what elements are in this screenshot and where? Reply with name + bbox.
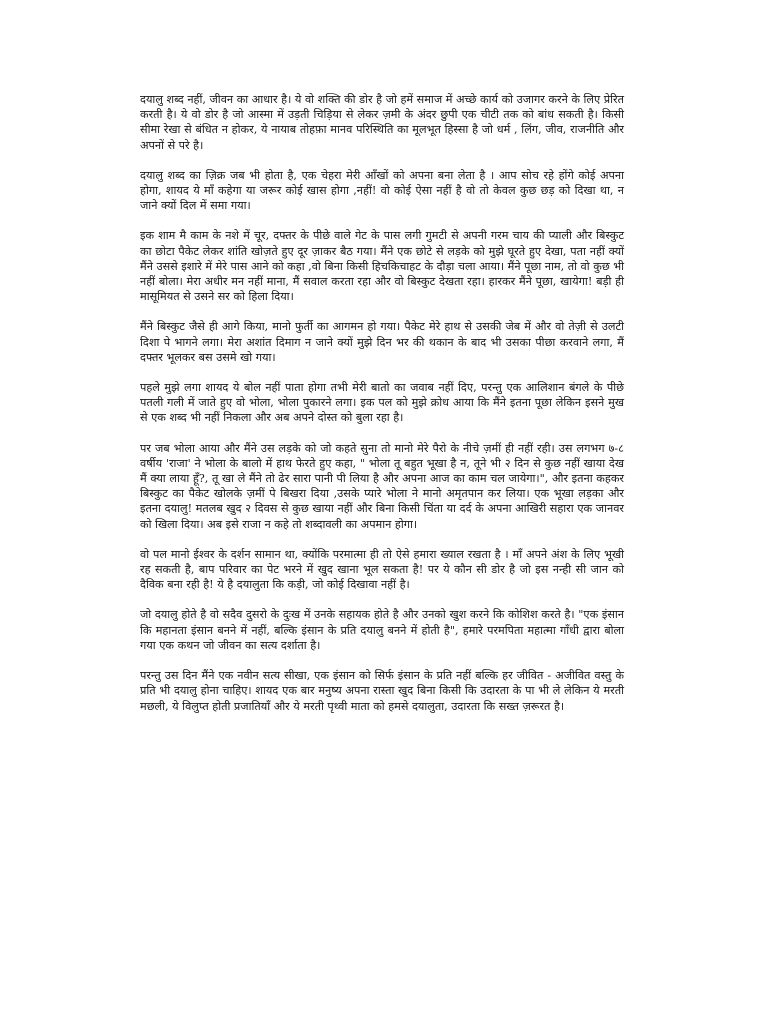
paragraph-4: मैंने बिस्कुट जैसे ही आगे किया, मानो फुर्ती का आगमन हो गया। पैकेट मेरे हाथ से उसकी जेब में और वो तेज़ी से उलटी दिशा पे भागने लगा। मेरा अशांत दिमाग न जाने क्यों मुझे दिन भर की थकान के बाद भी उसका पीछा करवाने लगा, मैं दफ्तर भूलकर बस उसमे खो गया। [140,320,624,364]
paragraph-2: दयालु शब्द का ज़िक्र जब भी होता है, एक चेहरा मेरी आँखों को अपना बना लेता है । आप सोच रहे होंगे कोई अपना होगा, शायद ये माँ कहेगा या जरूर कोई खास होगा ,नहीं! वो कोई ऐसा नहीं है वो तो केवल कुछ छड़ को दिखा था, न जाने क्यों दिल में समा गया। [140,168,624,213]
paragraph-8: जो दयालु होते है वो सदैव दुसरो के दुःख में उनके सहायक होते है और उनको खुश करने कि कोशिश करते है। "एक इंसान कि महानता इंसान बनने में नहीं, बल्कि इंसान के प्रति दयालु बनने में होती है", हमारे परमपिता महात्मा गाँधी द्वारा बोला गया एक कथन जो जीवन का सत्य दर्शाता है। [140,608,624,652]
paragraph-9: परन्तु उस दिन मैंने एक नवीन सत्य सीखा, एक इंसान को सिर्फ इंसान के प्रति नहीं बल्कि हर जीवित - अजीवित वस्तु के प्रति भी दयालु होना चाहिए। शायद एक बार मनुष्य अपना रास्ता खुद बिना किसी कि उदारता के पा भी ले लेकिन ये मरती मछली, ये विलुप्त होती प्रजातियाँ और ये मरती पृथ्वी माता को हमसे दयालुता, उदारता कि सख्त ज़रूरत है। [140,669,624,713]
paragraph-1: दयालु शब्द नहीं, जीवन का आधार है। ये वो शक्ति की डोर है जो हमें समाज में अच्छे कार्य को उजागर करने के लिए प्रेरित करती है। ये वो डोर है जो आस्मा में उड़ती चिड़िया से लेकर ज़मी के अंदर छुपी एक चीटी तक को बांध सकती है। किसी सीमा रेखा से बंधित न होकर, ये नायाब तोहफ़ा मानव परिस्थिति का मूलभूत हिस्सा है जो धर्म , लिंग, जीव, राजनीति और अपनों से परे है। [140,93,624,152]
paragraph-6: पर जब भोला आया और मैंने उस लड़के को जो कहते सुना तो मानो मेरे पैरो के नीचे ज़मीं ही नहीं रही। उस लगभग ७-८ वर्षीय 'राजा' ने भोला के बालो में हाथ फेरते हुए कहा, " भोला तू बहुत भूखा है न, तूने भी २ दिन से कुछ नहीं खाया देख मैं क्या लाया हूँ?, तू खा ले मैंने तो ढेर सारा पानी पी लिया है और अपना आज का काम चल जायेगा।", और इतना कहकर बिस्कुट का पैकेट खोलके ज़मीं पे बिखरा दिया ,उसके प्यारे भोला ने मानो अमृतपान कर लिया। एक भूखा लड़का और इतना दयालु! मतलब खुद २ दिवस से कुछ खाया नहीं और बिना किसी चिंता या दर्द के अपना आखिरी सहारा एक जानवर को खिला दिया। अब इसे राजा न कहे तो शब्दावली का अपमान होगा। [140,441,624,531]
paragraph-7: वो पल मानो ईश्वर के दर्शन सामान था, क्योंकि परमात्मा ही तो ऐसे हमारा ख्याल रखता है । माँ अपने अंश के लिए भूखी रह सकती है, बाप परिवार का पेट भरने में खुद खाना भूल सकता है! पर ये कौन सी डोर है जो इस नन्ही सी जान को दैविक बना रही है! ये है दयालुता कि कड़ी, जो कोई दिखावा नहीं है। [140,547,624,592]
document-page [140,92,624,729]
paragraph-5: पहले मुझे लगा शायद ये बोल नहीं पाता होगा तभी मेरी बातो का जवाब नहीं दिए, परन्तु एक आलिशान बंगले के पीछे पतली गली में जाते हुए वो भोला, भोला पुकारने लगा। इक पल को मुझे क्रोध आया कि मैंने इतना पूछा लेकिन इसने मुख से एक शब्द भी नहीं निकला और अब अपने दोस्त को बुला रहा है। [140,381,624,425]
paragraph-3: इक शाम मै काम के नशे में चूर, दफ्तर के पीछे वाले गेट के पास लगी गुमटी से अपनी गरम चाय की प्याली और बिस्कुट का छोटा पैकेट लेकर शांति खोज़ते हुए दूर ज़ाकर बैठ गया। मैंने एक छोटे से लड़के को मुझे घूरते हुए देखा, पता नहीं क्यों मैंने उससे इशारे में मेरे पास आने को कहा ,वो बिना किसी हिचकिचाहट के दौड़ा चला आया। मैंने पूछा नाम, तो वो कुछ भी नहीं बोला। मेरा अधीर मन नहीं माना, मैं सवाल करता रहा और वो बिस्कुट देखता रहा। हारकर मैंने पूछा, खायेगा! बड़ी ही मासूमियत से उसने सर को हिला दिया। [140,229,624,304]
